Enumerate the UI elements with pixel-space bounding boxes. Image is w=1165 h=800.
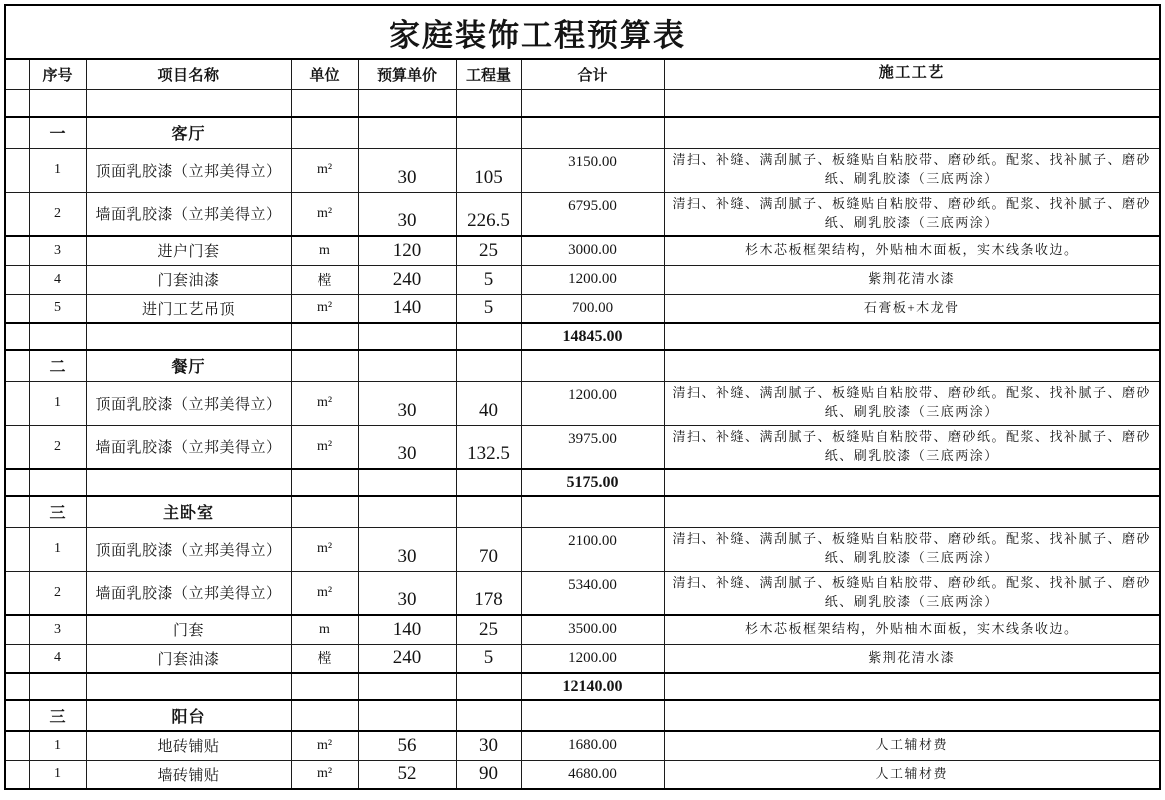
left-margin-cell xyxy=(5,425,29,469)
cell-unit xyxy=(291,117,358,148)
section-number: 三 xyxy=(29,700,86,731)
cell-price: 140 xyxy=(358,294,456,323)
cell-process: 清扫、补缝、满刮腻子、板缝贴自粘胶带、磨砂纸。配浆、找补腻子、磨砂纸、刷乳胶漆（三底两涂） xyxy=(664,527,1160,571)
cell-no: 1 xyxy=(29,527,86,571)
cell-total: 3150.00 xyxy=(521,148,664,192)
item-row xyxy=(5,615,1160,644)
section-number: 一 xyxy=(29,117,86,148)
cell-process xyxy=(664,350,1160,381)
left-margin-cell xyxy=(5,496,29,527)
cell-qty xyxy=(456,89,521,117)
cell-price xyxy=(358,673,456,700)
cell-no xyxy=(29,673,86,700)
column-header-no: 序号 xyxy=(29,59,86,89)
cell-no xyxy=(29,89,86,117)
column-header-price: 预算单价 xyxy=(358,59,456,89)
cell-qty xyxy=(456,323,521,350)
left-margin-cell xyxy=(5,117,29,148)
left-margin-cell xyxy=(5,700,29,731)
section-name: 客厅 xyxy=(86,117,291,148)
cell-qty: 105 xyxy=(456,148,521,192)
cell-qty: 178 xyxy=(456,571,521,615)
column-header-qty: 工程量 xyxy=(456,59,521,89)
cell-process: 人工辅材费 xyxy=(664,760,1160,789)
cell-no: 1 xyxy=(29,760,86,789)
left-margin-cell xyxy=(5,265,29,294)
cell-no: 2 xyxy=(29,192,86,236)
cell-total: 1200.00 xyxy=(521,265,664,294)
cell-total xyxy=(521,700,664,731)
cell-process: 石膏板+木龙骨 xyxy=(664,294,1160,323)
cell-total xyxy=(521,117,664,148)
cell-unit: m² xyxy=(291,760,358,789)
cell-no xyxy=(29,323,86,350)
cell-no: 1 xyxy=(29,381,86,425)
column-header-total: 合计 xyxy=(521,59,664,89)
cell-price xyxy=(358,323,456,350)
cell-total: 1200.00 xyxy=(521,381,664,425)
item-row xyxy=(5,294,1160,323)
table-header-row xyxy=(5,59,1160,89)
left-margin-cell xyxy=(5,89,29,117)
cell-no: 4 xyxy=(29,644,86,673)
left-margin-cell xyxy=(5,615,29,644)
section-row xyxy=(5,117,1160,148)
budget-table-body xyxy=(5,89,1160,789)
left-margin-cell xyxy=(5,148,29,192)
cell-name: 门套油漆 xyxy=(86,644,291,673)
cell-unit xyxy=(291,700,358,731)
cell-process: 清扫、补缝、满刮腻子、板缝贴自粘胶带、磨砂纸。配浆、找补腻子、磨砂纸、刷乳胶漆（三底两涂） xyxy=(664,381,1160,425)
left-margin-cell xyxy=(5,350,29,381)
cell-qty xyxy=(456,350,521,381)
cell-total: 5340.00 xyxy=(521,571,664,615)
cell-total xyxy=(521,350,664,381)
cell-unit xyxy=(291,496,358,527)
cell-no: 2 xyxy=(29,571,86,615)
cell-no: 1 xyxy=(29,148,86,192)
cell-price xyxy=(358,350,456,381)
cell-qty: 25 xyxy=(456,615,521,644)
left-margin-cell xyxy=(5,323,29,350)
cell-price: 120 xyxy=(358,236,456,265)
left-margin-cell xyxy=(5,731,29,760)
cell-name: 门套油漆 xyxy=(86,265,291,294)
cell-total: 3000.00 xyxy=(521,236,664,265)
subtotal-value: 12140.00 xyxy=(521,673,664,700)
cell-name: 墙面乳胶漆（立邦美得立） xyxy=(86,425,291,469)
cell-qty: 5 xyxy=(456,265,521,294)
cell-name: 进门工艺吊顶 xyxy=(86,294,291,323)
cell-price xyxy=(358,700,456,731)
cell-name: 顶面乳胶漆（立邦美得立） xyxy=(86,527,291,571)
item-row xyxy=(5,236,1160,265)
cell-total xyxy=(521,89,664,117)
item-row xyxy=(5,760,1160,789)
cell-qty: 30 xyxy=(456,731,521,760)
cell-no: 2 xyxy=(29,425,86,469)
cell-unit: m² xyxy=(291,294,358,323)
cell-unit: m² xyxy=(291,192,358,236)
subtotal-value: 5175.00 xyxy=(521,469,664,496)
cell-name xyxy=(86,673,291,700)
cell-name: 墙砖铺贴 xyxy=(86,760,291,789)
cell-unit: m² xyxy=(291,571,358,615)
cell-total: 3500.00 xyxy=(521,615,664,644)
cell-qty: 132.5 xyxy=(456,425,521,469)
cell-unit: 樘 xyxy=(291,644,358,673)
left-margin-cell xyxy=(5,192,29,236)
cell-price: 240 xyxy=(358,265,456,294)
left-margin-cell xyxy=(5,760,29,789)
section-name: 餐厅 xyxy=(86,350,291,381)
cell-price: 30 xyxy=(358,148,456,192)
cell-qty xyxy=(456,673,521,700)
cell-qty: 40 xyxy=(456,381,521,425)
cell-qty: 5 xyxy=(456,294,521,323)
cell-unit: m² xyxy=(291,527,358,571)
cell-qty: 70 xyxy=(456,527,521,571)
cell-name: 门套 xyxy=(86,615,291,644)
cell-unit: m² xyxy=(291,148,358,192)
subtotal-row xyxy=(5,323,1160,350)
cell-total: 700.00 xyxy=(521,294,664,323)
cell-process xyxy=(664,673,1160,700)
cell-total: 6795.00 xyxy=(521,192,664,236)
section-name: 主卧室 xyxy=(86,496,291,527)
left-margin-cell xyxy=(5,644,29,673)
cell-unit: m² xyxy=(291,425,358,469)
cell-process xyxy=(664,89,1160,117)
left-margin-cell xyxy=(5,59,29,89)
cell-no: 1 xyxy=(29,731,86,760)
cell-qty: 90 xyxy=(456,760,521,789)
cell-unit: m² xyxy=(291,731,358,760)
cell-qty xyxy=(456,700,521,731)
cell-process xyxy=(664,323,1160,350)
title-cell xyxy=(5,5,1160,59)
section-number: 三 xyxy=(29,496,86,527)
cell-process xyxy=(664,496,1160,527)
cell-unit: m² xyxy=(291,381,358,425)
cell-no: 4 xyxy=(29,265,86,294)
cell-name xyxy=(86,89,291,117)
cell-process xyxy=(664,469,1160,496)
cell-no: 5 xyxy=(29,294,86,323)
subtotal-row xyxy=(5,469,1160,496)
item-row xyxy=(5,265,1160,294)
section-number: 二 xyxy=(29,350,86,381)
cell-qty: 5 xyxy=(456,644,521,673)
cell-process: 人工辅材费 xyxy=(664,731,1160,760)
section-name: 阳台 xyxy=(86,700,291,731)
item-row xyxy=(5,148,1160,192)
cell-price: 56 xyxy=(358,731,456,760)
blank-row xyxy=(5,89,1160,117)
cell-process: 清扫、补缝、满刮腻子、板缝贴自粘胶带、磨砂纸。配浆、找补腻子、磨砂纸、刷乳胶漆（三底两涂） xyxy=(664,571,1160,615)
cell-qty: 226.5 xyxy=(456,192,521,236)
left-margin-cell xyxy=(5,571,29,615)
cell-name: 墙面乳胶漆（立邦美得立） xyxy=(86,192,291,236)
section-row xyxy=(5,350,1160,381)
cell-name xyxy=(86,323,291,350)
budget-table xyxy=(4,4,1161,790)
cell-unit: m xyxy=(291,615,358,644)
cell-name: 进户门套 xyxy=(86,236,291,265)
cell-name: 顶面乳胶漆（立邦美得立） xyxy=(86,381,291,425)
left-margin-cell xyxy=(5,673,29,700)
left-margin-cell xyxy=(5,527,29,571)
item-row xyxy=(5,731,1160,760)
cell-price: 52 xyxy=(358,760,456,789)
cell-price: 30 xyxy=(358,381,456,425)
cell-unit xyxy=(291,89,358,117)
section-row xyxy=(5,496,1160,527)
cell-qty xyxy=(456,469,521,496)
cell-process: 杉木芯板框架结构，外贴柚木面板，实木线条收边。 xyxy=(664,615,1160,644)
column-header-process: 施工工艺 xyxy=(664,59,1160,89)
cell-name: 墙面乳胶漆（立邦美得立） xyxy=(86,571,291,615)
cell-price: 30 xyxy=(358,192,456,236)
column-header-unit: 单位 xyxy=(291,59,358,89)
cell-process: 清扫、补缝、满刮腻子、板缝贴自粘胶带、磨砂纸。配浆、找补腻子、磨砂纸、刷乳胶漆（三底两涂） xyxy=(664,148,1160,192)
cell-qty xyxy=(456,117,521,148)
cell-process xyxy=(664,117,1160,148)
cell-unit xyxy=(291,323,358,350)
left-margin-cell xyxy=(5,381,29,425)
cell-unit xyxy=(291,350,358,381)
cell-process: 紫荆花清水漆 xyxy=(664,265,1160,294)
item-row xyxy=(5,425,1160,469)
cell-unit: m xyxy=(291,236,358,265)
cell-price xyxy=(358,89,456,117)
cell-name: 地砖铺贴 xyxy=(86,731,291,760)
cell-process: 清扫、补缝、满刮腻子、板缝贴自粘胶带、磨砂纸。配浆、找补腻子、磨砂纸、刷乳胶漆（三底两涂） xyxy=(664,425,1160,469)
cell-no xyxy=(29,469,86,496)
left-margin-cell xyxy=(5,294,29,323)
cell-process: 杉木芯板框架结构，外贴柚木面板，实木线条收边。 xyxy=(664,236,1160,265)
cell-name xyxy=(86,469,291,496)
cell-price: 240 xyxy=(358,644,456,673)
cell-process xyxy=(664,700,1160,731)
cell-total: 2100.00 xyxy=(521,527,664,571)
cell-no: 3 xyxy=(29,615,86,644)
cell-total: 3975.00 xyxy=(521,425,664,469)
subtotal-value: 14845.00 xyxy=(521,323,664,350)
item-row xyxy=(5,527,1160,571)
cell-unit xyxy=(291,673,358,700)
item-row xyxy=(5,644,1160,673)
cell-process: 紫荆花清水漆 xyxy=(664,644,1160,673)
cell-unit: 樘 xyxy=(291,265,358,294)
cell-price: 30 xyxy=(358,571,456,615)
cell-price xyxy=(358,117,456,148)
cell-total: 4680.00 xyxy=(521,760,664,789)
cell-qty: 25 xyxy=(456,236,521,265)
item-row xyxy=(5,192,1160,236)
cell-total xyxy=(521,496,664,527)
cell-total: 1680.00 xyxy=(521,731,664,760)
cell-price xyxy=(358,496,456,527)
left-margin-cell xyxy=(5,236,29,265)
cell-price: 30 xyxy=(358,425,456,469)
item-row xyxy=(5,381,1160,425)
item-row xyxy=(5,571,1160,615)
cell-name: 顶面乳胶漆（立邦美得立） xyxy=(86,148,291,192)
subtotal-row xyxy=(5,673,1160,700)
cell-total: 1200.00 xyxy=(521,644,664,673)
cell-qty xyxy=(456,496,521,527)
page-title: 家庭装饰工程预算表 xyxy=(389,17,686,53)
left-margin-cell xyxy=(5,469,29,496)
cell-unit xyxy=(291,469,358,496)
title-row xyxy=(5,5,1160,59)
cell-price xyxy=(358,469,456,496)
cell-price: 140 xyxy=(358,615,456,644)
cell-price: 30 xyxy=(358,527,456,571)
section-row xyxy=(5,700,1160,731)
cell-no: 3 xyxy=(29,236,86,265)
cell-process: 清扫、补缝、满刮腻子、板缝贴自粘胶带、磨砂纸。配浆、找补腻子、磨砂纸、刷乳胶漆（三底两涂） xyxy=(664,192,1160,236)
column-header-name: 项目名称 xyxy=(86,59,291,89)
